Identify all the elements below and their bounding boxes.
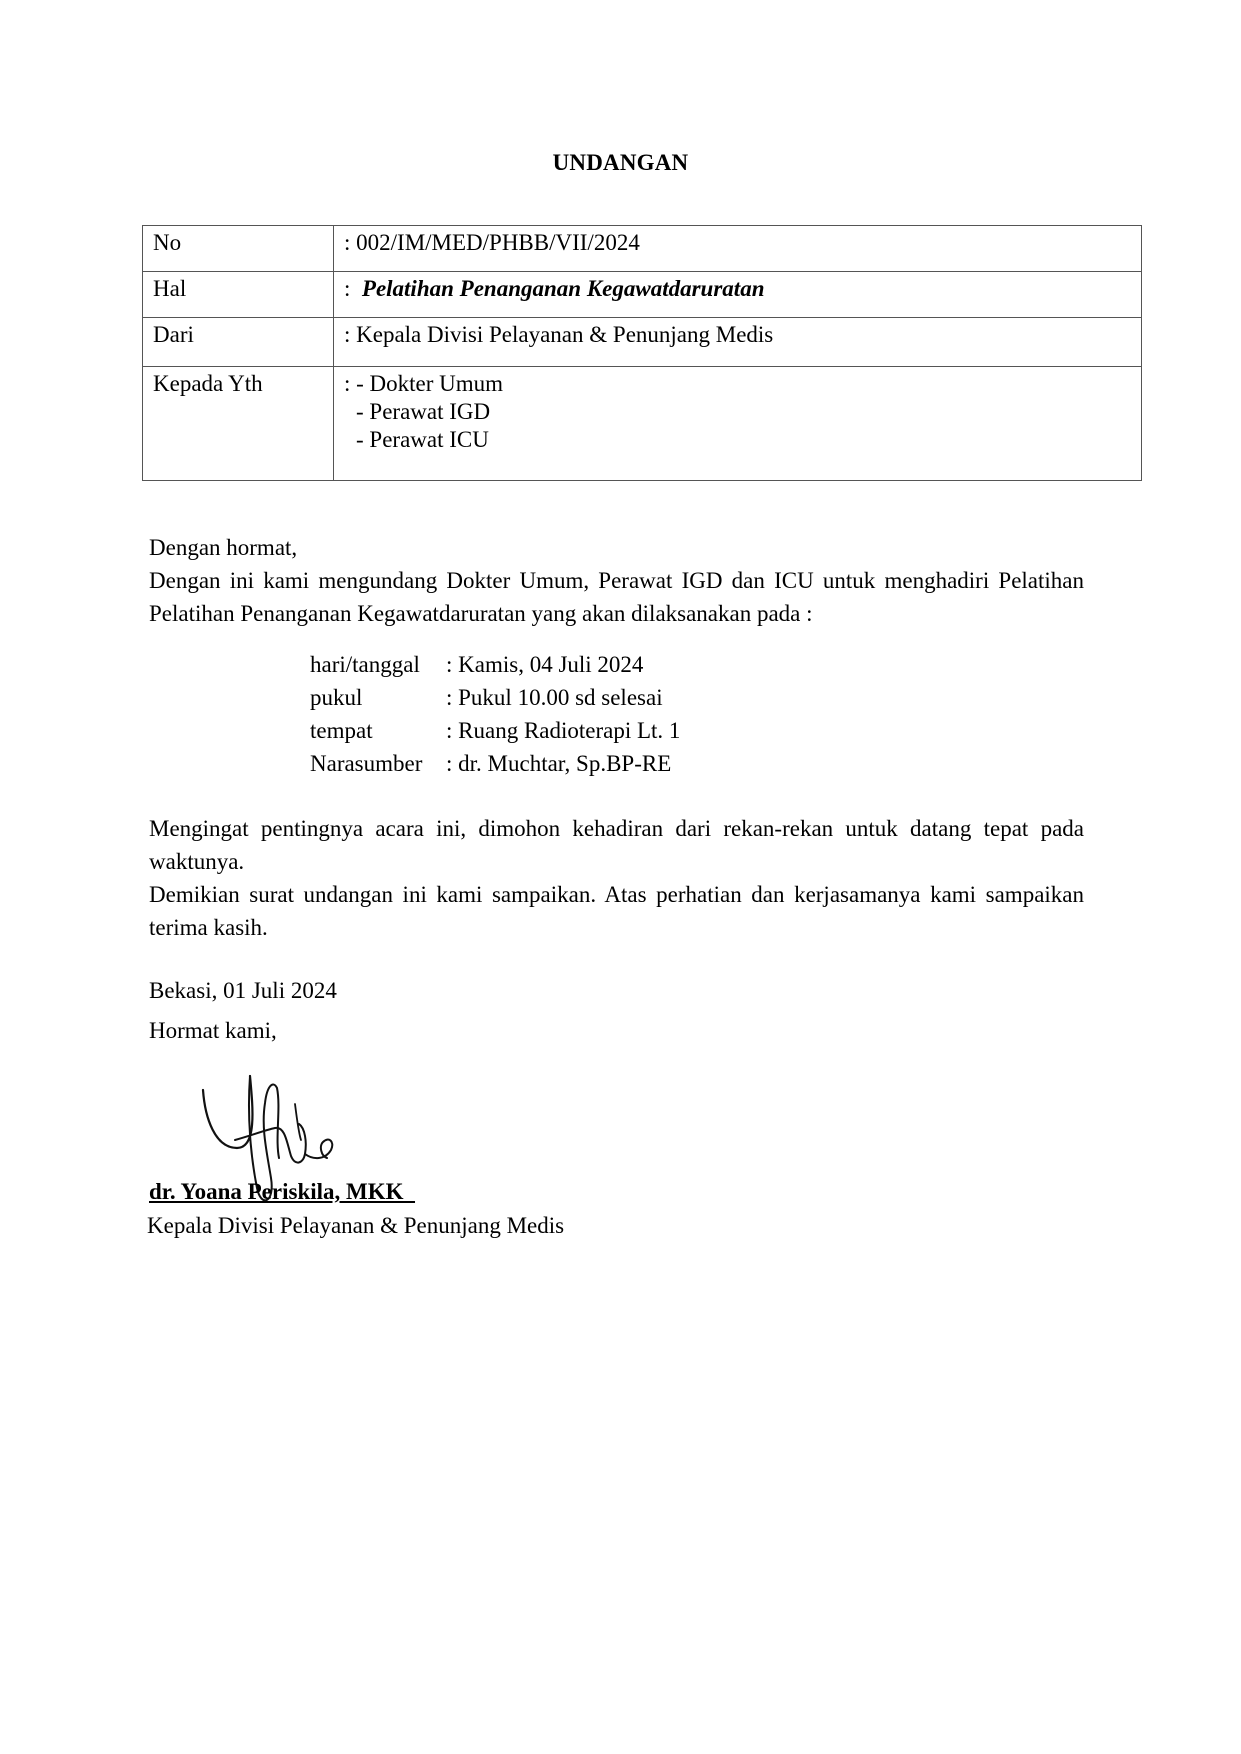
schedule-value: : Kamis, 04 Juli 2024: [446, 652, 644, 677]
schedule-key: tempat: [310, 718, 373, 743]
schedule-key: Narasumber: [310, 751, 423, 776]
intro-paragraph: Dengan ini kami mengundang Dokter Umum, Perawat IGD dan ICU untuk menghadiri Pelatihan Pelatihan Penanganan Kegawatdaruratan yang akan dilaksanakan pada :: [149, 568, 1084, 626]
header-row-kepada: [143, 367, 1142, 481]
schedule-value: : Ruang Radioterapi Lt. 1: [446, 718, 681, 743]
schedule-key: hari/tanggal: [310, 652, 420, 677]
schedule-value: : dr. Muchtar, Sp.BP-RE: [446, 751, 672, 776]
header-value-hal: Pelatihan Penanganan Kegawatdaruratan: [361, 276, 765, 301]
schedule-row: [310, 648, 680, 681]
paragraph-closing: Demikian surat undangan ini kami sampaikan. Atas perhatian dan kerjasamanya kami sampaikan terima kasih.: [149, 882, 1084, 940]
recipient-line: - Perawat IGD: [356, 399, 491, 424]
schedule-row: [310, 714, 680, 747]
header-label-no: No: [143, 226, 334, 272]
header-row-hal: [143, 272, 1142, 318]
recipient-line: - Perawat ICU: [356, 427, 489, 452]
header-value-hal-cell: [334, 272, 1142, 318]
letter-header-table: [142, 225, 1142, 481]
header-hal-prefix: :: [344, 276, 362, 301]
schedule-row: [310, 681, 680, 714]
header-label-hal: Hal: [143, 272, 334, 318]
schedule-value: : Pukul 10.00 sd selesai: [446, 685, 663, 710]
signer-title: Kepala Divisi Pelayanan & Penunjang Medis: [147, 1213, 565, 1238]
header-label-kepada: Kepada Yth: [143, 367, 334, 481]
schedule-key: pukul: [310, 685, 363, 710]
header-value-dari: : Kepala Divisi Pelayanan & Penunjang Medis: [334, 318, 1142, 367]
greeting: Dengan hormat,: [149, 535, 298, 560]
recipient-line: : - Dokter Umum: [344, 371, 504, 396]
place-date: Bekasi, 01 Juli 2024: [149, 978, 337, 1003]
header-row-no: [143, 226, 1142, 272]
header-row-dari: [143, 318, 1142, 367]
schedule-row: [310, 747, 680, 780]
document-title: UNDANGAN: [552, 150, 689, 175]
paragraph-attendance: Mengingat pentingnya acara ini, dimohon kehadiran dari rekan-rekan untuk datang tepat pada waktunya.: [149, 816, 1084, 874]
closing-salutation: Hormat kami,: [149, 1018, 277, 1043]
header-value-kepada: [334, 367, 1142, 481]
header-label-dari: Dari: [143, 318, 334, 367]
header-value-no: : 002/IM/MED/PHBB/VII/2024: [334, 226, 1142, 272]
schedule-list: [310, 648, 680, 780]
signer-name: dr. Yoana Periskila, MKK: [149, 1179, 416, 1204]
